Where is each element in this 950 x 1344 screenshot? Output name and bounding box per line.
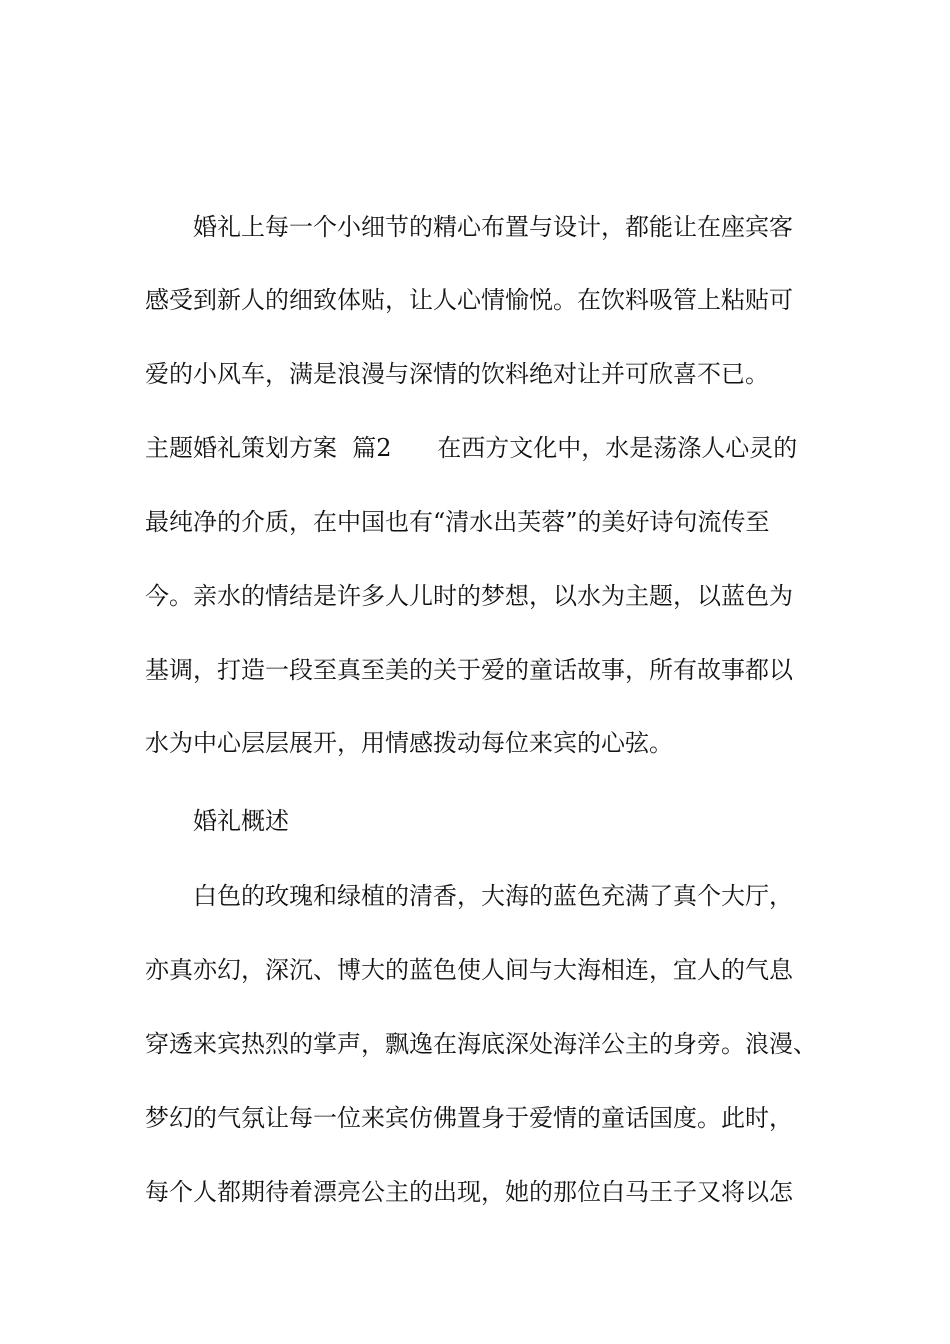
paragraph-line: 最纯净的介质，在中国也有“清水出芙蓉”的美好诗句流传至 (145, 508, 770, 536)
paragraph-line: 白色的玫瑰和绿植的清香，大海的蓝色充满了真个大厅， (193, 882, 793, 910)
paragraph-line: 基调，打造一段至真至美的关于爱的童话故事，所有故事都以 (145, 656, 793, 684)
paragraph-line: 婚礼上每一个小细节的精心布置与设计，都能让在座宾客 (193, 213, 793, 241)
paragraph-line: 爱的小风车，满是浪漫与深情的饮料绝对让并可欣喜不已。 (145, 360, 769, 388)
section-heading-line: 主题婚礼策划方案 篇2 在西方文化中，水是荡涤人心灵的 (145, 434, 798, 462)
paragraph-line: 亦真亦幻，深沉、博大的蓝色使人间与大海相连，宜人的气息 (145, 956, 793, 984)
paragraph-line: 感受到新人的细致体贴，让人心情愉悦。在饮料吸管上粘贴可 (145, 286, 793, 314)
subheading: 婚礼概述 (193, 807, 289, 835)
paragraph-line: 每个人都期待着漂亮公主的出现，她的那位白马王子又将以怎 (145, 1178, 793, 1206)
paragraph-line: 穿透来宾热烈的掌声，飘逸在海底深处海洋公主的身旁。浪漫、 (145, 1030, 817, 1058)
paragraph-line: 今。亲水的情结是许多人儿时的梦想，以水为主题，以蓝色为 (145, 582, 793, 610)
paragraph-line: 梦幻的气氛让每一位来宾仿佛置身于爱情的童话国度。此时， (145, 1104, 793, 1132)
paragraph-line: 水为中心层层展开，用情感拨动每位来宾的心弦。 (145, 729, 673, 757)
